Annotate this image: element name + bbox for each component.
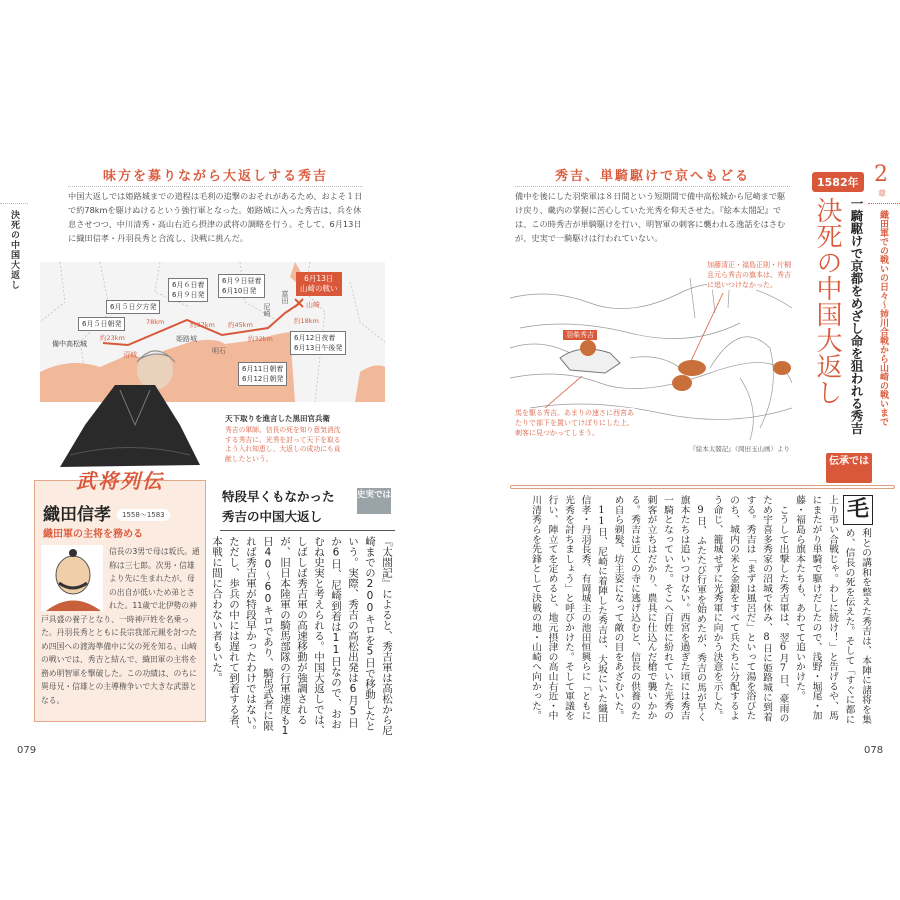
page-number: 078 bbox=[864, 745, 884, 756]
illustration-credit: 『絵本太閤記』（岡田玉山画）より bbox=[689, 445, 790, 453]
callout-hideyoshi: 羽柴秀吉 bbox=[563, 330, 597, 340]
bushou-retsuden-box bbox=[34, 469, 206, 722]
person-years: 1558～1583 bbox=[117, 509, 170, 521]
year-badge: 1582年 bbox=[812, 172, 864, 192]
map-place-akashi: 明石 bbox=[212, 347, 226, 355]
section-body: 中国大返しでは姫路城までの道程は毛利の追撃のおそれがあるため、およそ１日で約78kmを駆けぬけるという強行軍となった。姫路城に入った秀吉は、兵を休息させつつ、中川清秀・高山右近ら摂津の武将の調略を行う。そして、6月13日に織田信孝・丹羽長秀と合流し、決戦に挑んだ。 bbox=[68, 191, 363, 243]
map-label: 6月12日夜着 6月13日午後発 bbox=[290, 331, 346, 355]
section-body: 備中を後にした羽柴軍は８日間という短期間で備中高松城から尼崎まで駆け戻り、畿内の掌握に苦心していた光秀を仰天させた。『絵本太閤記』では、この時秀吉が単騎駆けを行い、明智軍の刺客に襲われる逸話をはさむが、史実で一騎駆けは行われていない。 bbox=[515, 191, 786, 243]
map-label: 6月６日着 6月９日発 bbox=[168, 278, 208, 302]
page-number: 079 bbox=[17, 745, 37, 756]
side-running-title: 決死の中国大返し bbox=[9, 210, 19, 290]
map-distance: 約37km bbox=[190, 321, 215, 329]
map-place-himeji: 姫路城 bbox=[176, 335, 197, 343]
map-distance: 約23km bbox=[100, 334, 125, 342]
legend-section bbox=[503, 495, 873, 727]
legend-body: 利との講和を整えた秀吉は、本陣に諸将を集め、信長の死を伝えた。そして「すぐに都に上り弔い合戦じゃ。わしに続け！」と告げるや、馬にまたがり単騎で駆けだしたので、浅野・堀尾・加藤・福島ら旗本たちも、あわてて追いかけた。 こうして出撃した秀吉軍は、翌6月7日、豪雨のため宇喜多秀家の沼城で休み、8日に姫路城に到着する。秀吉は「まずは風呂だ」といって湯を浴びたのち、城内の米と金銀をすべて兵たちに分配するよう命じ、籠城せずに光秀軍に向かう決意を示した。 9日、ふたたび行軍を始めたが、秀吉の馬が早く旗本たちは追いつけない。西宮を過ぎた頃には秀吉一騎となっていた。そこへ百姓に紛れていた光秀の刺客が立ちはだかり、農具に仕込んだ槍で襲いかかる。秀吉は近くの寺に逃げ込むと、信長の供養のため自ら剃髪、坊主姿になって敵の目をあざむいた。 11日、尼崎に着陣した秀吉は、大坂にいた織田信孝・丹羽長秀、有岡城主の池田恒興らに「ともに光秀を討ちましょう」と呼びかけた。そして軍議を行い、陣立てを定めると、地元摂津の高山右近・中川清秀らを先鋒として決戦の地・山崎へ向かった。 bbox=[530, 495, 871, 724]
map-distance: 約45km bbox=[228, 321, 253, 329]
map-label: 6月５日夕方発 bbox=[106, 300, 160, 314]
map-distance: 約32km bbox=[248, 335, 273, 343]
map-place-numa: 沼城 bbox=[123, 351, 137, 359]
map-label: 6月５日朝発 bbox=[78, 317, 125, 331]
map-label: 6月11日朝着 6月12日朝発 bbox=[238, 362, 287, 386]
chapter-label: 章 bbox=[878, 189, 886, 198]
subtitle: 一騎駆けで京都をめざし命を狙われる秀吉 bbox=[849, 197, 864, 435]
callout-hatamoto: 加藤清正・福島正則・片桐且元ら秀吉の旗本は、秀吉に追いつけなかった。 bbox=[707, 261, 791, 289]
map-label: 6月９日昼着 6月10日発 bbox=[218, 274, 265, 298]
section-heading: 秀吉、単騎駆けで京へもどる bbox=[554, 169, 750, 184]
portrait-caption: 天下取りを進言した黒田官兵衛 秀吉の軍師。信長の死を知り意気消沈する秀吉に、光秀を討って天下を取るよう入れ知恵し、大返しの成功にも貢献したという。 bbox=[225, 414, 341, 463]
map-distance: 約18km bbox=[294, 317, 319, 325]
divider bbox=[220, 530, 395, 531]
map-place-tonda: 富田 bbox=[281, 290, 289, 304]
battle-label: 6月13日 山崎の戦い bbox=[296, 272, 342, 296]
map-place-yamazaki: 山崎 bbox=[306, 301, 320, 309]
main-title: 決死の中国大返し bbox=[812, 197, 842, 405]
chapter-number: 2 bbox=[874, 162, 888, 187]
section-heading: 味方を募りながら大返しする秀吉 bbox=[102, 169, 328, 184]
callout-horse: 馬を駆る秀吉。あまりの速さに西宮あたりで部下を置いてけぼりにした上、刺客に見つかってしまう。 bbox=[515, 409, 634, 437]
fact-heading: 特段早くもなかった 秀吉の中国大返し bbox=[222, 489, 335, 524]
dropcap: 毛 bbox=[843, 495, 873, 525]
legend-band bbox=[510, 485, 895, 489]
divider bbox=[0, 203, 28, 204]
person-subtitle: 織田軍の主将を務める bbox=[43, 529, 143, 540]
divider bbox=[68, 186, 363, 187]
divider bbox=[868, 203, 900, 204]
legend-badge: 伝承では bbox=[826, 453, 872, 483]
kanbei-robe bbox=[60, 385, 200, 470]
divider bbox=[515, 186, 790, 187]
fact-body: 『太閤記』によると、秀吉軍は高松から尼崎までの200キロを5日で移動したという。実際、秀吉の高松出発は6月5日か6日、尼崎到着は11日なので、おおむね史実と考えられる。中国大返しでは、しばしば秀吉軍の高速移動が強調されるが、旧日本陸軍の騎馬部隊の行軍速度も1日40～60キロであり、騎馬武者に限れば秀吉軍が特段早かったわけではない。ただし、歩兵の中には遅れて到着する者、本戦に間に合わない者もいた。 bbox=[211, 536, 393, 737]
map-place-takamatsu: 備中高松城 bbox=[52, 340, 87, 348]
fact-badge: 史実では bbox=[357, 488, 391, 514]
chapter-title: 織田軍での戦いの日々～姉川合戦から山崎の戦いまで bbox=[878, 210, 888, 426]
map-distance: 78km bbox=[146, 318, 165, 326]
person-name: 織田信孝 bbox=[43, 505, 111, 525]
box-title: 武将列伝 bbox=[76, 469, 164, 493]
map-place-amagasaki: 尼崎 bbox=[263, 303, 271, 317]
person-bio: 信長の3男で母は坂氏。通称は三七郎。次男・信雄より先に生まれたが、母の出自が低いため弟とされた。11歳で北伊勢の神戸具盛の養子となり、一時神戸姓を名乗った。丹羽長秀とともに長宗我部元親を討つため四国への渡海準備中に父の死を知る。山崎の戦いでは、秀吉と結んで、織田軍の主将を務め明智軍を撃破した。この功績は、のちに異母兄・信雄との主導権争いで大きな武器となる。 bbox=[41, 547, 200, 705]
nobutaka-portrait bbox=[41, 545, 103, 611]
